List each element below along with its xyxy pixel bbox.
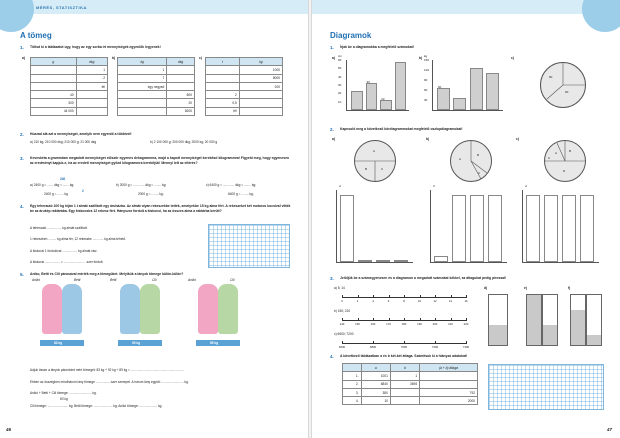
bar (526, 195, 540, 262)
pie-chart (354, 140, 396, 182)
y-tick-label: 60 (338, 58, 342, 62)
table-row (343, 380, 478, 388)
pie-label: B (477, 153, 480, 157)
sub-label: e) (524, 286, 527, 290)
grid-paper (488, 364, 604, 410)
girl-name: Anikó (188, 278, 196, 282)
table-row (206, 99, 283, 107)
table-header-row (118, 58, 195, 66)
question-number: 2. (330, 127, 334, 132)
table-row (31, 91, 108, 99)
table-row (206, 74, 283, 82)
question-text: Töltsd ki a táblázatot úgy, hogy az egy sorba írt mennyiségek egyenlők legyenek! (30, 45, 161, 49)
pie-label: C (381, 167, 384, 171)
table-row (206, 66, 283, 74)
y-tick-label: 90 (424, 78, 428, 82)
right-page (312, 0, 620, 438)
table-cell: 1. (343, 372, 362, 380)
answer-line: 6400 g ≈ ........ kg; (228, 192, 254, 196)
bar (470, 195, 484, 262)
table-cell[interactable] (206, 66, 240, 74)
table-header-cell (343, 364, 362, 372)
answer-line: 2400 g ≈ ....... kg (44, 192, 68, 196)
table-cell[interactable]: 1 (118, 66, 167, 74)
table-cell[interactable] (167, 74, 195, 82)
bar (351, 91, 363, 110)
table-row (118, 107, 195, 115)
average-table (342, 363, 478, 405)
bar (394, 260, 408, 262)
bar-letter: A (339, 184, 342, 188)
number-line-label: 170 (386, 322, 391, 326)
table-cell[interactable] (239, 99, 282, 107)
table-cell[interactable] (239, 91, 282, 99)
pie-label: D (563, 169, 566, 173)
number-line-label: 210 (448, 322, 453, 326)
bar-chart (430, 184, 507, 263)
answer-line: Cili tömege: ....................... kg; Betti tömege: ..................... kg; Anikó tömege: .................... kg. (30, 404, 163, 408)
pie-label: A (373, 149, 376, 153)
number-line (338, 338, 470, 349)
table-cell[interactable]: 7 (118, 74, 167, 82)
girl-figure (140, 284, 160, 334)
girl-name: Betti (110, 278, 117, 282)
table-row (118, 82, 195, 90)
number-line-label: 6800 (369, 345, 377, 349)
pie-chart (540, 62, 586, 108)
bar-chart (424, 54, 503, 111)
number-line-label: 160 (370, 322, 376, 326)
number-line-label: 7000 (400, 345, 408, 349)
sub-label: b) 150; 210 (334, 309, 351, 313)
weighing-pair (32, 278, 88, 334)
table-row (206, 82, 283, 90)
bar-letter: C (433, 184, 436, 188)
table-header-row (31, 58, 108, 66)
y-tick-label: 30 (424, 98, 428, 102)
question-text: Keveskéta a grammban megadott mennyiséget először egyenes dekagrammra, majd a kapott mennyiséget kerekítsd kilogrammra! Figyeld meg, hogy egyenesen az eredményt kapjuk-e, ha az eredeti mennyiséget győzd kilogrammra kerekítjük! Mennyi lett az eltérés? (30, 156, 290, 165)
empty-bar (542, 294, 558, 346)
table-row (31, 107, 108, 115)
table-cell[interactable]: 200 (239, 82, 282, 90)
table-cell: 2. (343, 380, 362, 388)
table-cell[interactable]: 6840 (361, 380, 390, 388)
table-header-cell: a (361, 364, 390, 372)
table-header-cell: dkg (167, 58, 195, 66)
grid-paper (208, 224, 290, 268)
table-cell[interactable] (206, 74, 240, 82)
table-cell[interactable] (118, 91, 167, 99)
bar-chart (336, 184, 413, 263)
table-row (206, 107, 283, 115)
bar (340, 195, 354, 262)
table-row (343, 372, 478, 380)
question-number: 2. (20, 132, 24, 137)
table-row (31, 82, 108, 90)
bar-label: 60 (438, 85, 442, 89)
answer-line: Anikó + Betti + Cili tömege: ......................... kg. (30, 391, 97, 395)
bar (562, 195, 576, 262)
pie-label: A (459, 157, 462, 161)
table-header-cell: kg (239, 58, 282, 66)
answer-line: 83 kg (60, 397, 68, 401)
table-row (118, 66, 195, 74)
bar-chart (522, 184, 599, 263)
y-tick-label: 20 (338, 91, 342, 96)
table-cell[interactable] (420, 372, 478, 380)
weighing-pair (188, 278, 244, 334)
number-line-label: 0 (341, 299, 343, 303)
sub-label: d) (484, 286, 488, 290)
bar-letter: A (525, 184, 528, 188)
girl-figure (198, 284, 218, 334)
table-cell[interactable] (239, 107, 282, 115)
sub-label: b) (419, 56, 423, 60)
girl-name: Betti (74, 278, 81, 282)
question-text: Írjak be a diagramokba a megfelelő számokat! (340, 45, 414, 49)
y-axis-unit: cm (338, 54, 342, 58)
table-header-cell: g (31, 58, 77, 66)
table-header-row (343, 364, 478, 372)
table-cell[interactable]: 2000 (420, 397, 478, 405)
sub-label: a) (332, 56, 335, 60)
decorative-circle (582, 0, 620, 32)
table-cell[interactable]: egy negyed (118, 82, 167, 90)
empty-bar (526, 294, 542, 346)
table-cell[interactable]: fél (206, 107, 240, 115)
handwritten-hint: 240 (60, 177, 66, 181)
question-number: 1. (330, 45, 334, 50)
y-tick-label: 30 (338, 83, 342, 87)
section-label: MÉRÉS, STATISZTIKA (36, 5, 87, 10)
number-line (339, 315, 469, 326)
y-axis-unit: kg (424, 54, 428, 58)
table-cell[interactable]: fél (76, 82, 107, 90)
pie-label: C (548, 156, 551, 160)
y-tick-label: 50 (338, 66, 342, 71)
number-line-label: 12 (433, 299, 437, 303)
sub-label: c) (511, 56, 514, 60)
bar (366, 83, 378, 110)
bar-chart (338, 54, 409, 111)
page-title: A tömeg (20, 31, 52, 40)
table-cell[interactable] (31, 66, 77, 74)
girl-name: Cili (152, 278, 157, 282)
girl-figure (120, 284, 140, 334)
y-tick-label: 40 (338, 74, 342, 79)
number-line-label: 200 (432, 322, 438, 326)
table-cell: 4. (343, 397, 362, 405)
sub-label: b) (112, 56, 116, 60)
sub-label: c) (516, 137, 519, 141)
question-number: 4. (330, 354, 334, 359)
girl-name: Cili (230, 278, 235, 282)
scale (118, 332, 162, 346)
number-line-label: 190 (417, 322, 422, 326)
table-cell[interactable] (390, 388, 419, 396)
table-cell[interactable]: 2 (76, 74, 107, 82)
table-row (118, 91, 195, 99)
girl-figure (42, 284, 62, 334)
table-row (118, 99, 195, 107)
table-cell[interactable]: 1000 (239, 66, 282, 74)
answer-line: A kiskocsi ................. = ........................ -szer fordult. (30, 260, 104, 264)
conversion-table (205, 57, 283, 116)
scale (40, 332, 84, 346)
scale-reading: 89 kg (210, 341, 219, 345)
question-number: 3. (20, 156, 24, 161)
sub-label: f) (568, 286, 571, 290)
question-number: 4. (20, 204, 24, 209)
table-cell[interactable] (118, 99, 167, 107)
table-cell[interactable] (420, 380, 478, 388)
page-number: 46 (6, 427, 12, 432)
bar-label: 10 (381, 96, 385, 101)
girl-name: Anikó (32, 278, 40, 282)
table-header-cell: t (206, 58, 240, 66)
sub-label: a) (332, 137, 335, 141)
table-cell[interactable] (167, 82, 195, 90)
bar (488, 195, 502, 262)
number-line-label: 8 (403, 299, 405, 303)
answer-line: c) 6400 g ≈ ............. dkg ≈ ........ kg; (206, 183, 257, 187)
question-text: Kapcsold meg a következő kördiagrammokat megfelelő oszlopdiagramokat! (340, 127, 463, 131)
table-header-cell: b (390, 364, 419, 372)
table-cell[interactable] (31, 82, 77, 90)
number-line-label: 7200 (431, 345, 439, 349)
bar (453, 98, 466, 110)
number-line (341, 292, 468, 303)
y-tick-label: 10 (338, 99, 342, 104)
pie-label: C (478, 171, 481, 175)
table-row (31, 74, 108, 82)
empty-bar (586, 294, 602, 346)
scale-reading: 83 kg (54, 341, 63, 345)
number-line-label: 4 (372, 299, 374, 303)
table-cell[interactable] (76, 107, 107, 115)
question-text: Aniko, Betti és Cili párosával mérték meg a tömegüket. Melyikük a lányok tömege külön-külön? (30, 272, 184, 276)
answer-line: Ebben az összegben mindhárom lány tömege ................-szer szerepel. A három lány együtt: ......................... kg. (30, 380, 189, 384)
question-text: Egy teherautó 100 kg híján 1 t almát szállított egy áruházba. Az almát olyan rekeszekbe tették, amelyekbe 15 kg alma fért. A rekeszeket két motoros kocsival vitték be az árukép raktárába. Egy kiskocsira 12 rekesz fért. Hányszor fordult a kiskocsi, ha az összes alma a raktárba került? (30, 204, 291, 213)
question-text: A következő táblázatban a és b két-két átlaga. Számítsuk ki a hiányzó adatokat! (340, 354, 468, 358)
number-line-label: 10 (417, 299, 422, 303)
table-header-cell: dkg (76, 58, 107, 66)
table-cell[interactable]: 300 (31, 99, 77, 107)
answer-line: A teherautó ................ kg almát szállított. (30, 226, 88, 230)
table-row (206, 91, 283, 99)
table-row (31, 66, 108, 74)
y-tick-label: 60 (424, 88, 428, 92)
bar (544, 195, 558, 262)
table-row (343, 388, 478, 396)
pie-label: A (555, 151, 558, 155)
table-row (343, 397, 478, 405)
scale-reading: 90 kg (132, 341, 141, 345)
number-line-label: 140 (339, 322, 345, 326)
table-cell[interactable]: 0,5 (206, 99, 240, 107)
table-cell[interactable] (118, 107, 167, 115)
answer-line: A kiskocsi 1 fordulóval ................. kg almát visz. (30, 249, 98, 253)
bar-label: 30 (366, 80, 370, 84)
number-line-label: 2 (356, 299, 359, 303)
answer-line: 1 rekeszben ......... kg alma fér, 12 rekeszbe ............ kg alma tehető. (30, 237, 127, 241)
sub-label: b) (426, 137, 430, 141)
number-line-label: 220 (463, 322, 469, 326)
pie-chart (544, 140, 586, 182)
table-header-row (206, 58, 283, 66)
sub-label: c) (199, 56, 202, 60)
table-cell[interactable]: 44 000 (31, 107, 77, 115)
decorative-circle (0, 0, 34, 32)
bar (580, 195, 594, 262)
answer-line: a) 210 kg; 210 000 dkg; 210 000 g; 21 000 dkg (30, 140, 97, 144)
table-row (31, 99, 108, 107)
answer-line: Adjuk össze a lányok páronként mért tömegét: 83 kg + 92 kg + 89 kg = ............................................................ (30, 368, 184, 372)
table-cell[interactable] (76, 99, 107, 107)
pie-label: B (365, 167, 368, 171)
bar (376, 260, 390, 262)
table-cell[interactable]: 40 (31, 91, 77, 99)
number-line-label: 7400 (462, 345, 470, 349)
table-cell[interactable]: 2 (206, 91, 240, 99)
table-cell[interactable] (390, 397, 419, 405)
table-cell[interactable]: 1001 (361, 372, 390, 380)
table-cell[interactable]: 10 (361, 397, 390, 405)
table-cell[interactable]: 20 (167, 99, 195, 107)
number-line-label: 150 (355, 322, 360, 326)
answer-line: a) 2400 g ≈ ....... dkg ≈ ....... kg; (30, 183, 75, 187)
sub-label: a) 5; 14 (334, 286, 345, 290)
table-header-cell: kg (118, 58, 167, 66)
bar (380, 100, 392, 110)
table-cell[interactable]: 380 (361, 388, 390, 396)
number-line-label: 14 (448, 299, 453, 303)
table-row (118, 74, 195, 82)
girl-figure (62, 284, 82, 334)
table-cell[interactable]: 8000 (239, 74, 282, 82)
answer-line: b) 2000 g ≈ ............. dkg ≈ ........ kg; (116, 183, 167, 187)
conversion-table (30, 57, 108, 116)
bar (437, 88, 450, 110)
question-number: 1. (20, 45, 24, 50)
empty-bar (570, 294, 586, 346)
table-cell[interactable] (167, 66, 195, 74)
page-header (0, 0, 308, 14)
bar (486, 73, 499, 110)
table-cell[interactable]: 8200 (167, 107, 195, 115)
number-line-label: 180 (401, 322, 407, 326)
pie-label: 90 (549, 75, 553, 79)
question-number: 3. (330, 276, 334, 281)
question-number: 5. (20, 272, 24, 277)
pie-chart (450, 140, 492, 182)
pie-label: B (569, 149, 572, 153)
bar (358, 260, 372, 262)
table-cell[interactable]: 1 (390, 372, 419, 380)
bar (470, 68, 483, 110)
table-cell[interactable]: 792 (420, 388, 478, 396)
bar (452, 195, 466, 262)
answer-line: b) 2 100 000 g; 200 000 dkg; 2000 kg; 20 000 g (150, 140, 218, 144)
girl-figure (218, 284, 238, 334)
weighing-pair (110, 278, 166, 334)
bar (434, 256, 448, 262)
conversion-table (117, 57, 195, 116)
table-cell[interactable]: 1 (76, 66, 107, 74)
y-tick-label: 150 (424, 58, 430, 62)
handwritten-hint: 2 (82, 189, 84, 193)
table-cell: 3. (343, 388, 362, 396)
table-cell[interactable]: 3694 (390, 380, 419, 388)
bar (395, 62, 407, 110)
sub-label: a) (22, 56, 25, 60)
answer-line: 2000 g ≈ ........ kg; (138, 192, 164, 196)
page-header (312, 0, 620, 14)
y-tick-label: 120 (424, 68, 430, 72)
scale (196, 332, 240, 346)
question-text: Jelöljük be a számegyenesen és a diagramon a megadott számokat kékkel, az átlagukat pedig pirossal! (340, 276, 507, 280)
left-page (0, 0, 308, 438)
number-line-label: 6 (387, 299, 390, 303)
number-line-label: 16 (464, 299, 468, 303)
sub-label: c) 6600; 7200 (334, 332, 354, 336)
table-cell[interactable]: 800 (167, 91, 195, 99)
table-cell[interactable] (76, 91, 107, 99)
pie-label: 60 (565, 90, 569, 94)
table-header-cell: (a + b) átlaga (420, 364, 478, 372)
page-number: 47 (606, 427, 612, 432)
table-cell[interactable] (206, 82, 240, 90)
empty-bar (488, 294, 508, 346)
table-cell[interactable] (31, 74, 77, 82)
question-text: Húzzad alá azt a mennyiséget, amelyik nem egyenlő a többivel! (30, 132, 132, 136)
page-title: Diagramok (330, 31, 372, 40)
number-line-label: 6600 (338, 345, 346, 349)
